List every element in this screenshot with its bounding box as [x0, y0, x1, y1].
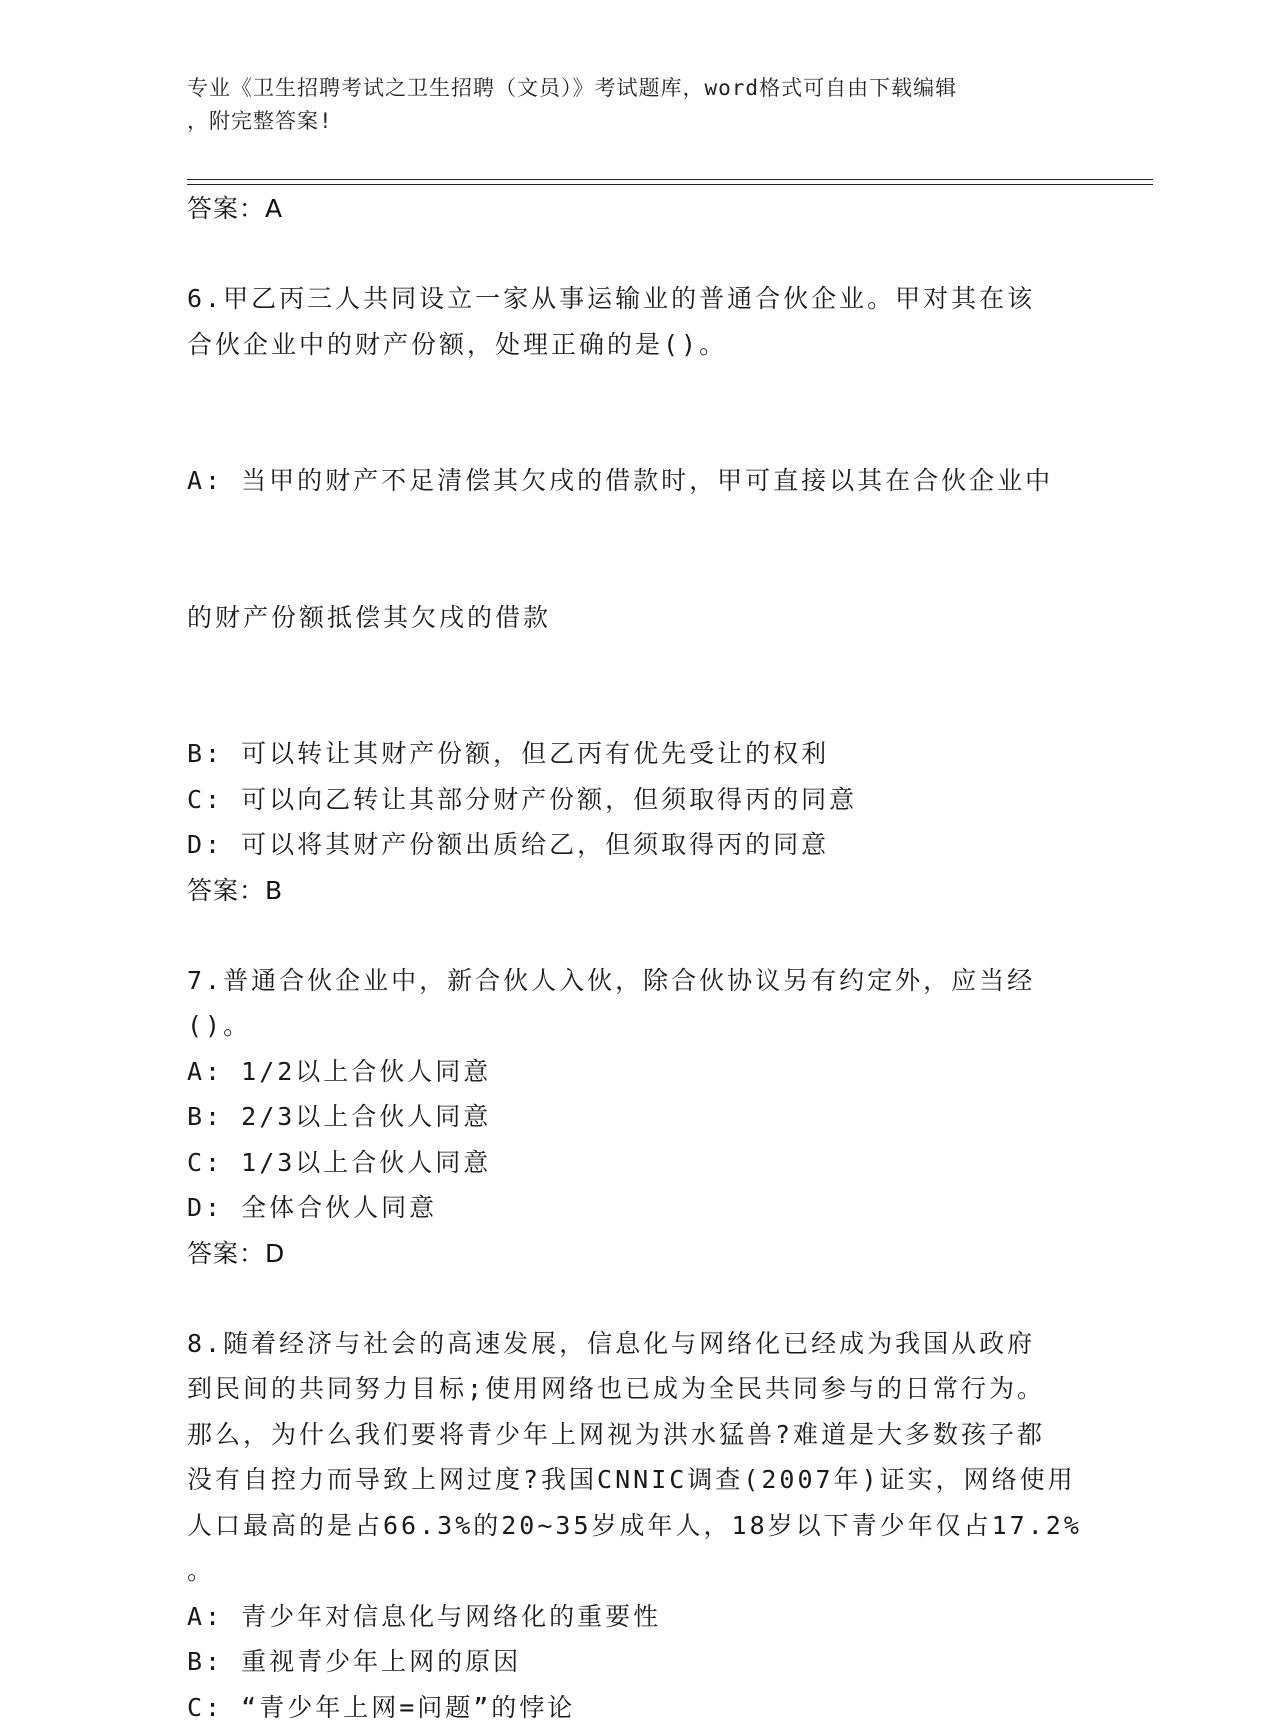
- header-divider-bottom: [187, 184, 1153, 185]
- answer: 答案：D: [187, 1231, 1087, 1277]
- question-8: [187, 1321, 1087, 1730]
- document-header: [187, 72, 1087, 138]
- header-line-1: 专业《卫生招聘考试之卫生招聘（文员）》考试题库，word格式可自由下载编辑: [187, 72, 1087, 105]
- previous-answer: 答案：A: [187, 186, 1087, 232]
- question-line: 8.随着经济与社会的高速发展，信息化与网络化已经成为我国从政府: [187, 1321, 1087, 1367]
- option-b: B: 2/3以上合伙人同意: [187, 1094, 1087, 1140]
- question-line: 没有自控力而导致上网过度?我国CNNIC调查(2007年)证实，网络使用: [187, 1457, 1087, 1503]
- question-6: [187, 276, 1087, 914]
- option-c: C: 可以向乙转让其部分财产份额，但须取得丙的同意: [187, 777, 1087, 823]
- option-d: D: 可以将其财产份额出质给乙，但须取得丙的同意: [187, 822, 1087, 868]
- question-line: 那么，为什么我们要将青少年上网视为洪水猛兽?难道是大多数孩子都: [187, 1412, 1087, 1458]
- question-line: 合伙企业中的财产份额，处理正确的是()。: [187, 322, 1087, 368]
- question-line: ()。: [187, 1003, 1087, 1049]
- question-line: 7.普通合伙企业中，新合伙人入伙，除合伙协议另有约定外，应当经: [187, 958, 1087, 1004]
- document-body: [187, 186, 1087, 1730]
- option-b: B: 重视青少年上网的原因: [187, 1639, 1087, 1685]
- question-7-text: [187, 958, 1087, 1049]
- option-c: C: “青少年上网=问题”的悖论: [187, 1685, 1087, 1730]
- question-6-text: [187, 276, 1087, 367]
- question-line: 。: [187, 1548, 1087, 1594]
- header-line-2: ，附完整答案!: [187, 105, 1087, 138]
- answer: 答案：B: [187, 868, 1087, 914]
- option-c: C: 1/3以上合伙人同意: [187, 1140, 1087, 1186]
- option-a: [187, 367, 1087, 731]
- option-b: B: 可以转让其财产份额，但乙丙有优先受让的权利: [187, 731, 1087, 777]
- header-divider-top: [187, 179, 1153, 180]
- question-7: [187, 958, 1087, 1277]
- option-line: A: 当甲的财产不足清偿其欠戌的借款时，甲可直接以其在合伙企业中: [187, 458, 1087, 504]
- option-d: D: 全体合伙人同意: [187, 1185, 1087, 1231]
- question-line: 6.甲乙丙三人共同设立一家从事运输业的普通合伙企业。甲对其在该: [187, 276, 1087, 322]
- question-line: 人口最高的是占66.3%的20~35岁成年人，18岁以下青少年仅占17.2%: [187, 1503, 1087, 1549]
- option-line: 的财产份额抵偿其欠戌的借款: [187, 595, 1087, 641]
- option-a: A: 青少年对信息化与网络化的重要性: [187, 1594, 1087, 1640]
- question-8-text: [187, 1321, 1087, 1594]
- question-line: 到民间的共同努力目标;使用网络也已成为全民共同参与的日常行为。: [187, 1366, 1087, 1412]
- option-a: A: 1/2以上合伙人同意: [187, 1049, 1087, 1095]
